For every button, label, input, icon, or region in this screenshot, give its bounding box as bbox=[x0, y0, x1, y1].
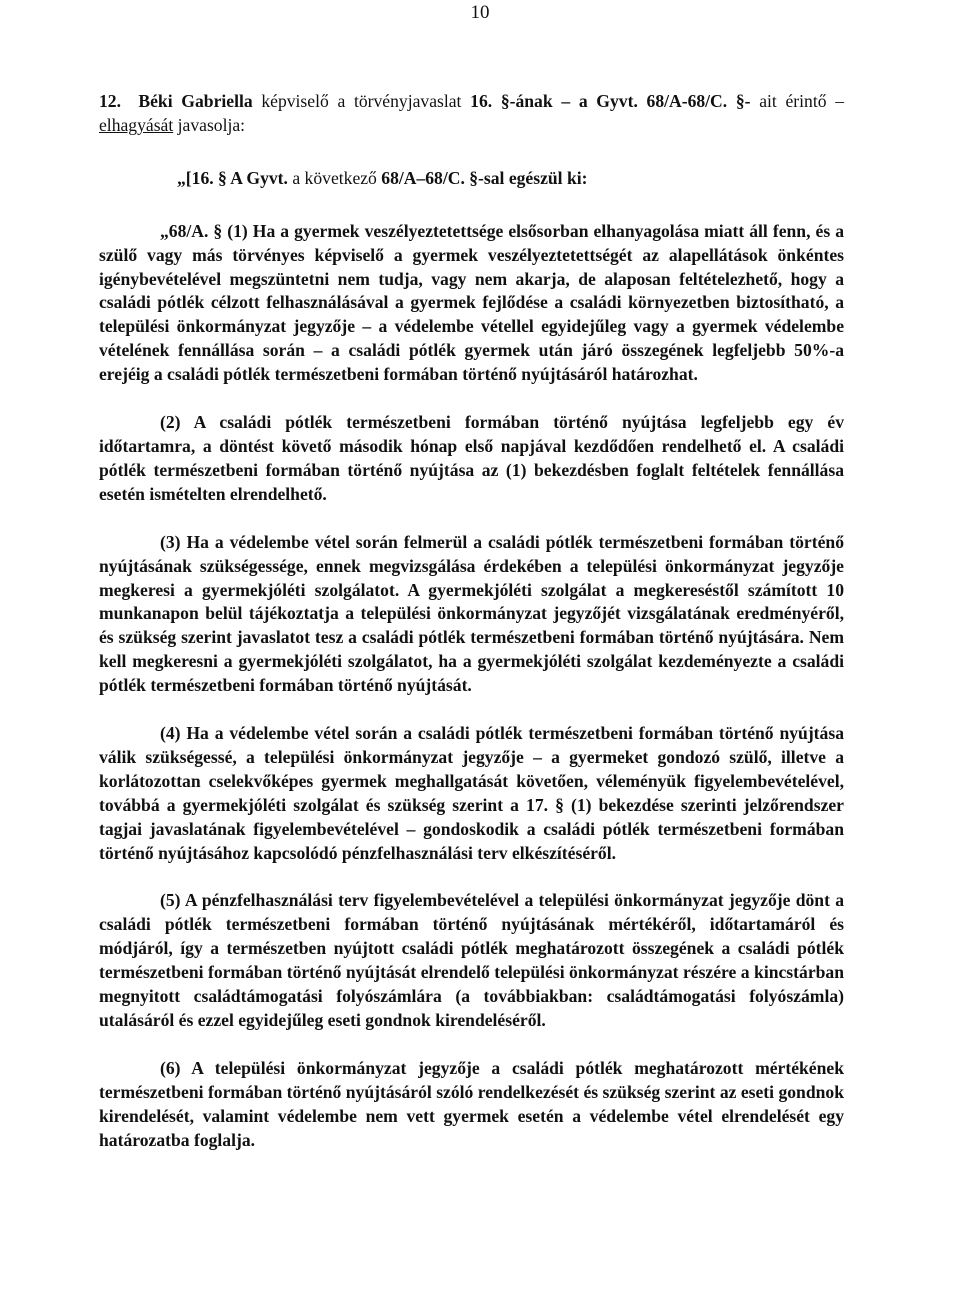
paragraph-6: (6) A települési önkormányzat jegyzője a családi pótlék meghatározott mértékének természetbeni formában történő nyújtásáról szóló rendelkezését és szükség szerint az eseti gondnok kirendelését, valamint védelembe nem vett gyermek esetén a védelembe vétel elrendelését egy határozatba foglalja. bbox=[99, 1057, 844, 1150]
paragraph-5: (5) A pénzfelhasználási terv figyelembevételével a települési önkormányzat jegyzője dönt a családi pótlék természetbeni formában történő nyújtásának mértékéről, időtartamáról és módjáról, így a természetben nyújtott családi pótlék meghatározott összegének a családi pótlék természetbeni formában történő nyújtását elrendelő települési önkormányzat részére a kincstárban megnyitott családtámogatási folyószámlára (a továbbiakban: családtámogatási folyószámla) utalásáról és ezzel egyidejűleg eseti gondnok kirendeléséről. bbox=[99, 890, 844, 1030]
quote-middle: a következő bbox=[287, 167, 382, 188]
quote-intro bbox=[99, 167, 844, 191]
document-body bbox=[99, 90, 844, 1153]
paragraph-4: (4) Ha a védelembe vétel során a családi pótlék természetbeni formában történő nyújtása válik szükségessé, a települési önkormányzat jegyzője – a gyermeket gondozó szülő, illetve a korlátozottan cselekvőképes gyermek meghallgatását követően, véleményük figyelembevételével, továbbá a gyermekjóléti szolgálat és szükség szerint a 17. § (1) bekezdése szerinti jelzőrendszer tagjai javaslatának figyelembevételével – gondoskodik a családi pótlék természetbeni formában történő nyújtásához kapcsolódó pénzfelhasználási terv elkészítéséről. bbox=[99, 723, 844, 863]
underlined-term: elhagyását bbox=[99, 114, 174, 135]
amendment-number: 12. bbox=[99, 91, 121, 111]
quote-prefix: „[16. § A Gyvt. bbox=[177, 167, 288, 188]
quote-suffix: 68/A–68/C. §-sal egészül ki: bbox=[381, 167, 588, 188]
section-reference: 16. §-ának – a Gyvt. 68/A-68/C. §- bbox=[470, 91, 751, 111]
intro-text-2: ait érintő – bbox=[759, 91, 845, 111]
intro-text-3: javasolja: bbox=[173, 114, 246, 135]
amendment-author: Béki Gabriella bbox=[138, 91, 253, 111]
amendment-intro bbox=[99, 90, 844, 138]
paragraph-1: „68/A. § (1) Ha a gyermek veszélyeztetettsége elsősorban elhanyagolása miatt áll fenn, és a szülő vagy más törvényes képviselő a gyermek veszélyeztetettségét az alapellátások önkéntes igénybevételével megszüntetni nem tudja, vagy nem akarja, de alaposan feltételezhető, hogy a családi pótlék célzott felhasználásával a gyermek fejlődése a családi környezetben biztosítható, a települési önkormányzat jegyzője – a védelembe vétellel egyidejűleg vagy a gyermek védelembe vételének fennállása során – a családi pótlék gyermek után járó összegének legfeljebb 50%-a erejéig a családi pótlék természetbeni formában történő nyújtásáról határozhat. bbox=[99, 220, 844, 385]
intro-text-1: képviselő a törvényjavaslat bbox=[252, 91, 471, 111]
paragraph-2: (2) A családi pótlék természetbeni formában történő nyújtása legfeljebb egy év időtartamra, a döntést követő második hónap első napjával kezdődően rendelhető el. A családi pótlék természetbeni formában történő nyújtása az (1) bekezdésben foglalt feltételek fennállása esetén ismételten elrendelhető. bbox=[99, 412, 844, 504]
paragraph-3: (3) Ha a védelembe vétel során felmerül a családi pótlék természetbeni formában történő nyújtásának szükségessége, ennek megvizsgálása érdekében a települési önkormányzat jegyzője megkeresi a gyermekjóléti szolgálatot. A gyermekjóléti szolgálat a megkereséstől számított 10 munkanapon belül tájékoztatja a települési önkormányzat jegyzőjét vizsgálatának eredményéről, és szükség szerint javaslatot tesz a családi pótlék természetbeni formában történő nyújtására. Nem kell megkeresni a gyermekjóléti szolgálatot, ha a gyermekjóléti szolgálat kezdeményezte a családi pótlék természetbeni formában történő nyújtását. bbox=[99, 531, 844, 696]
page-number: 10 bbox=[470, 2, 490, 23]
